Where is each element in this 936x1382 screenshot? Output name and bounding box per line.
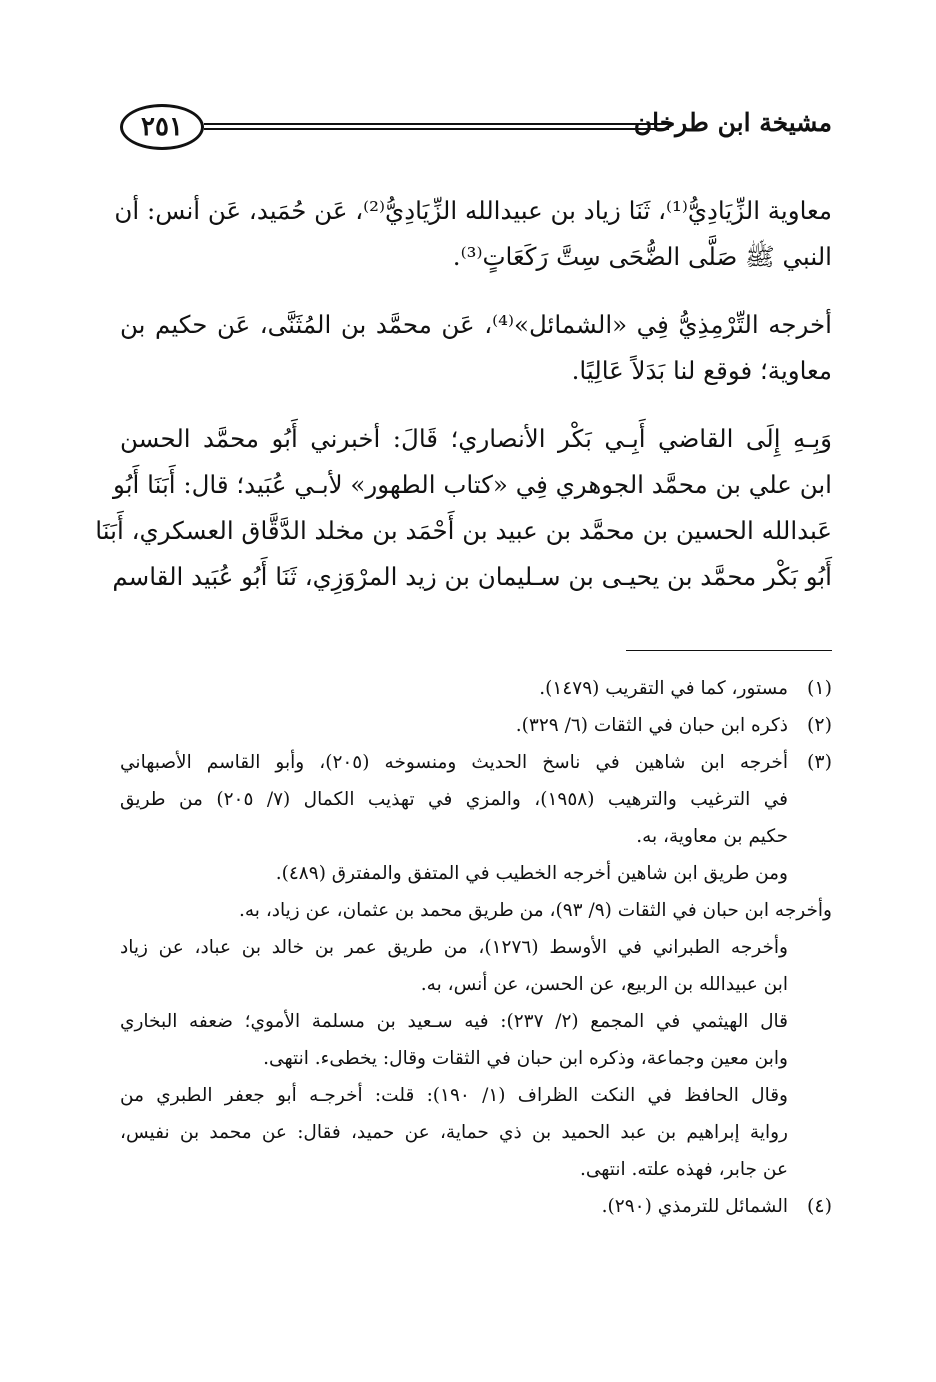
footnote-line: عن جابر، فهذه علته. انتهى. (579, 1159, 788, 1180)
footnote-1 (120, 670, 832, 707)
main-line: النبي ﷺ صَلَّى الضُّحَى سِتَّ رَكَعَاتٍ⁽³⁾. (452, 242, 832, 271)
page-header (120, 104, 832, 164)
main-text (95, 188, 832, 600)
footnote-line: رواية إبراهيم بن عبد الحميد بن ذي حماية، عن حميد، فقال: عن محمد بن نفيس، (120, 1122, 788, 1143)
main-line: وَبِـهِ إِلَى القاضي أَبِـي بَكْر الأنصاري؛ قَالَ: أخبرني أَبُو محمَّد الحسن (120, 424, 832, 453)
footnote-line: حكيم بن معاوية، به. (636, 826, 788, 847)
main-line: عَبدالله الحسين بن محمَّد بن عبيد بن أَحْمَد بن مخلد الدَّقَّاق العسكري، أَبَنَا (95, 516, 832, 545)
page-number: ٢٥١ (141, 112, 183, 142)
page-number-badge (120, 104, 204, 150)
main-line: معاوية الزِّيَادِيُّ⁽¹⁾، ثَنَا زياد بن عبيدالله الزِّيَادِيُّ⁽²⁾، عَن حُمَيد، عَن أنس: أن (114, 196, 832, 225)
footnote-line: في الترغيب والترهيب (١٩٥٨)، والمزي في تهذيب الكمال (٧/ ٢٠٥) من طريق (120, 789, 788, 810)
footnote-line: أخرجه ابن شاهين في ناسخ الحديث ومنسوخه (٢٠٥)، وأبو القاسم الأصبهاني (120, 752, 788, 773)
footnote-3-continuation (120, 929, 832, 1003)
footnote-separator (626, 650, 832, 651)
footnote-2 (120, 707, 832, 744)
footnotes (120, 670, 832, 1225)
main-line: معاوية؛ فوقع لنا بَدَلاً عَالِيًا. (571, 356, 832, 385)
footnote-line: مستور، كما في التقريب (١٤٧٩). (539, 678, 788, 699)
footnote-3 (120, 744, 832, 855)
footnote-line: وقال الحافظ في النكت الظراف (١/ ١٩٠): قلت: أخرجـه أبو جعفر الطبري من (120, 1085, 788, 1106)
header-rule (204, 123, 669, 130)
footnote-4 (120, 1188, 832, 1225)
book-title: مشيخة ابن طرخان (633, 108, 832, 137)
footnote-line: ابن عبيدالله بن الربيع، عن الحسن، عن أنس، به. (420, 974, 788, 995)
footnote-line: وأخرجه ابن حبان في الثقات (٩/ ٩٣)، من طريق محمد بن عثمان، عن زياد، به. (238, 900, 832, 921)
footnote-3-continuation (120, 1003, 832, 1077)
main-line: ابن علي بن محمَّد الجوهري فِي «كتاب الطهور» لأبـي عُبَيد؛ قال: أَبَنَا أَبُو (113, 470, 832, 499)
footnote-line: وابن معين وجماعة، وذكره ابن حبان في الثقات وقال: يخطىء. انتهى. (263, 1048, 788, 1069)
footnote-3-continuation (120, 892, 832, 929)
main-line: أخرجه التِّرْمِذِيُّ فِي «الشمائل»⁽⁴⁾، عَن محمَّد بن المُثَنَّى، عَن حكيم بن (120, 310, 832, 339)
footnote-3-continuation (120, 855, 832, 892)
footnote-line: وأخرجه الطبراني في الأوسط (١٢٧٦)، من طريق عمر بن خالد بن عباد، عن زياد (120, 937, 788, 958)
footnote-line: ومن طريق ابن شاهين أخرجه الخطيب في المتفق والمفترق (٤٨٩). (275, 863, 788, 884)
footnote-line: ذكره ابن حبان في الثقات (٦/ ٣٢٩). (515, 715, 788, 736)
main-line: أَبُو بَكْر محمَّد بن يحيـى بن سـليمان بن زيد المرْوَزِي، ثَنَا أَبُو عُبَيد القاسم (112, 562, 832, 591)
footnote-number: (٤) (806, 1195, 832, 1217)
footnote-number: (٣) (806, 751, 832, 773)
footnote-number: (١) (806, 677, 832, 699)
footnote-line: الشمائل للترمذي (٢٩٠). (601, 1196, 788, 1217)
footnote-number: (٢) (806, 714, 832, 736)
footnote-3-continuation (120, 1077, 832, 1188)
footnote-line: قال الهيثمي في المجمع (٢/ ٢٣٧): فيه سـعيد بن مسلمة الأموي؛ ضعفه البخاري (120, 1011, 789, 1032)
